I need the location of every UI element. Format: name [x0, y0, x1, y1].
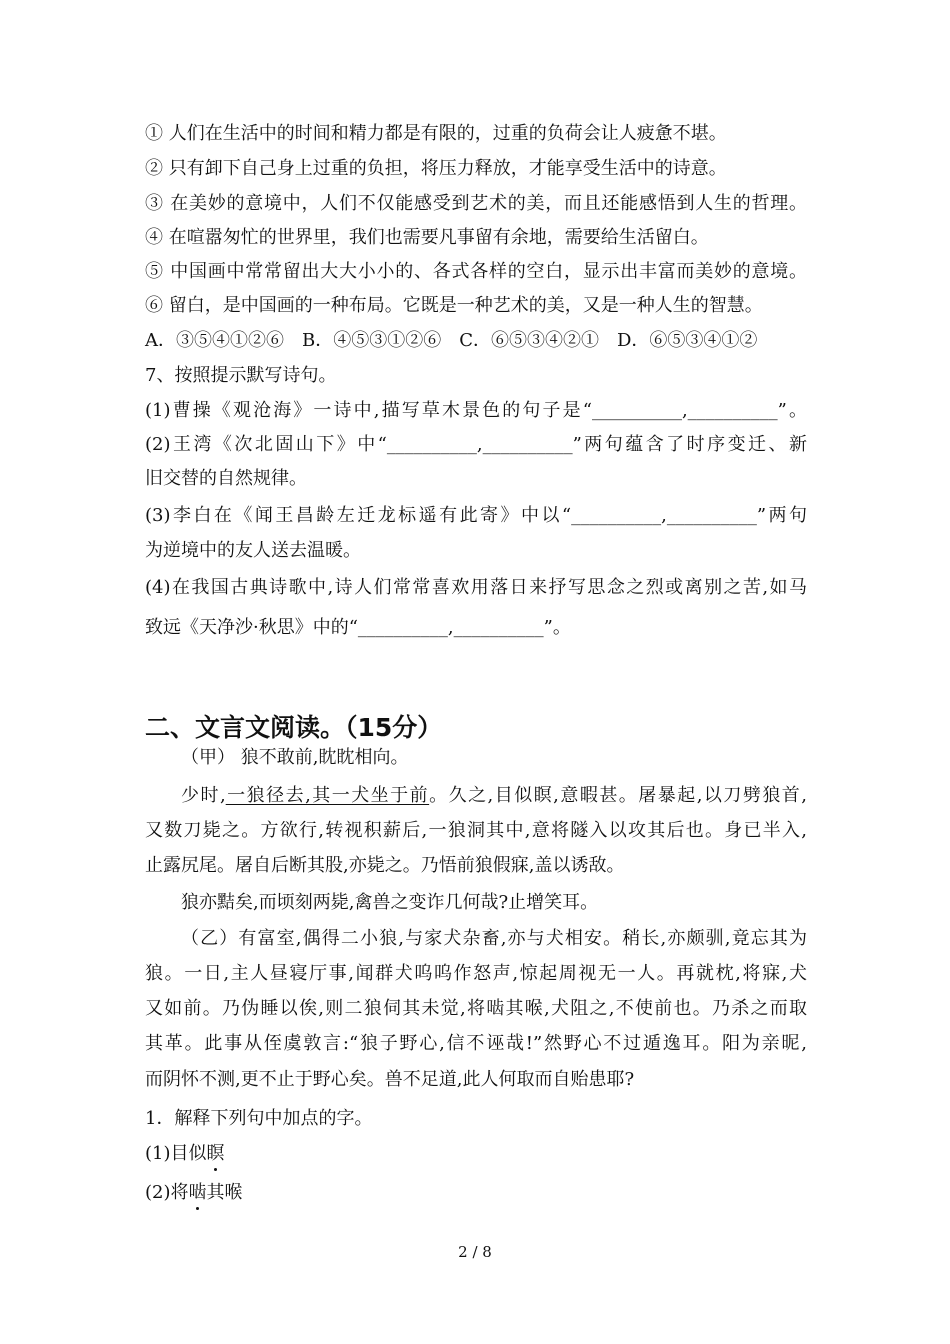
yi-line: 而阴怀不测,更不止于野心矣。兽不足道,此人何取而自贻患耶?: [145, 1069, 635, 1090]
q7-line: (2)王湾《次北固山下》中“__________,__________”两句蕴含了时序变迁、新: [145, 434, 807, 455]
option-4: ④ 在喧嚣匆忙的世界里，我们也需要凡事留有余地，需要给生活留白。: [145, 227, 709, 248]
jia-paragraph-2: 狼亦黠矣,而顷刻两毙,禽兽之变诈几何哉?止增笑耳。: [181, 892, 599, 913]
q7-line: (1)曹操《观沧海》一诗中,描写草木景色的句子是“__________,__________”。: [145, 400, 807, 421]
q7-line: 致远《天净沙·秋思》中的“__________,__________”。: [145, 617, 571, 638]
q1-item-1: [145, 1143, 225, 1165]
answer-choices: A．③⑤④①②⑥ B．④⑤③①②⑥ C．⑥⑤③④②① D．⑥⑤③④①②: [145, 330, 758, 351]
option-2: ② 只有卸下自己身上过重的负担，将压力释放，才能享受生活中的诗意。: [145, 158, 727, 179]
yi-line: （乙）有富室,偶得二小狼,与家犬杂畜,亦与犬相安。稍长,亦颇驯,竟忘其为: [181, 928, 807, 949]
yi-line: 又如前。乃伪睡以俟,则二狼伺其未觉,将啮其喉,犬阻之,不使前也。乃杀之而取: [145, 998, 807, 1019]
dotted-char: 啮: [188, 1182, 207, 1203]
section-heading: 二、文言文阅读。（15分）: [145, 713, 443, 742]
option-3: ③ 在美妙的意境中，人们不仅能感受到艺术的美，而且还能感悟到人生的哲理。: [145, 193, 807, 214]
q7-line: (4)在我国古典诗歌中,诗人们常常喜欢用落日来抒写思念之烈或离别之苦,如马: [145, 577, 807, 598]
option-6: ⑥ 留白，是中国画的一种布局。它既是一种艺术的美，又是一种人生的智慧。: [145, 295, 763, 316]
q7-line: (3)李白在《闻王昌龄左迁龙标遥有此寄》中以“__________,__________”两句: [145, 505, 807, 526]
page-number: 2 / 8: [458, 1243, 492, 1261]
q7-line: 为逆境中的友人送去温暖。: [145, 540, 361, 561]
text: 。久之,目似瞑,意暇甚。屠暴起,以刀劈狼首,: [429, 785, 807, 806]
q7-title: 7、按照提示默写诗句。: [145, 365, 337, 386]
jia-line: 止露尻尾。屠自后断其股,亦毙之。乃悟前狼假寐,盖以诱敌。: [145, 855, 625, 876]
jia-line: 又数刀毙之。方欲行,转视积薪后,一狼洞其中,意将隧入以攻其后也。身已半入,: [145, 820, 807, 841]
jia-paragraph-1: [181, 785, 807, 807]
yi-line: 狼。一日,主人昼寝厅事,闻群犬呜呜作怒声,惊起周视无一人。再就枕,将寐,犬: [145, 963, 807, 984]
text: 少时,: [181, 785, 226, 806]
q1-title: 1．解释下列句中加点的字。: [145, 1108, 373, 1129]
underlined-sentence: 一狼径去,其一犬坐于前: [225, 785, 430, 806]
dotted-char: 瞑: [206, 1143, 225, 1164]
q7-line: 旧交替的自然规律。: [145, 468, 307, 489]
q1-item-2: [145, 1182, 243, 1204]
yi-line: 其革。此事从侄虞敦言:“狼子野心,信不诬哉!”然野心不过遁逸耳。阳为亲昵,: [145, 1033, 807, 1054]
text: 其喉: [206, 1182, 243, 1203]
jia-intro: （甲） 狼不敢前,眈眈相向。: [181, 747, 409, 768]
text: (1)目似: [145, 1143, 207, 1164]
option-1: ① 人们在生活中的时间和精力都是有限的，过重的负荷会让人疲惫不堪。: [145, 123, 727, 144]
text: (2)将: [145, 1182, 189, 1203]
option-5: ⑤ 中国画中常常留出大大小小的、各式各样的空白，显示出丰富而美妙的意境。: [145, 261, 807, 282]
